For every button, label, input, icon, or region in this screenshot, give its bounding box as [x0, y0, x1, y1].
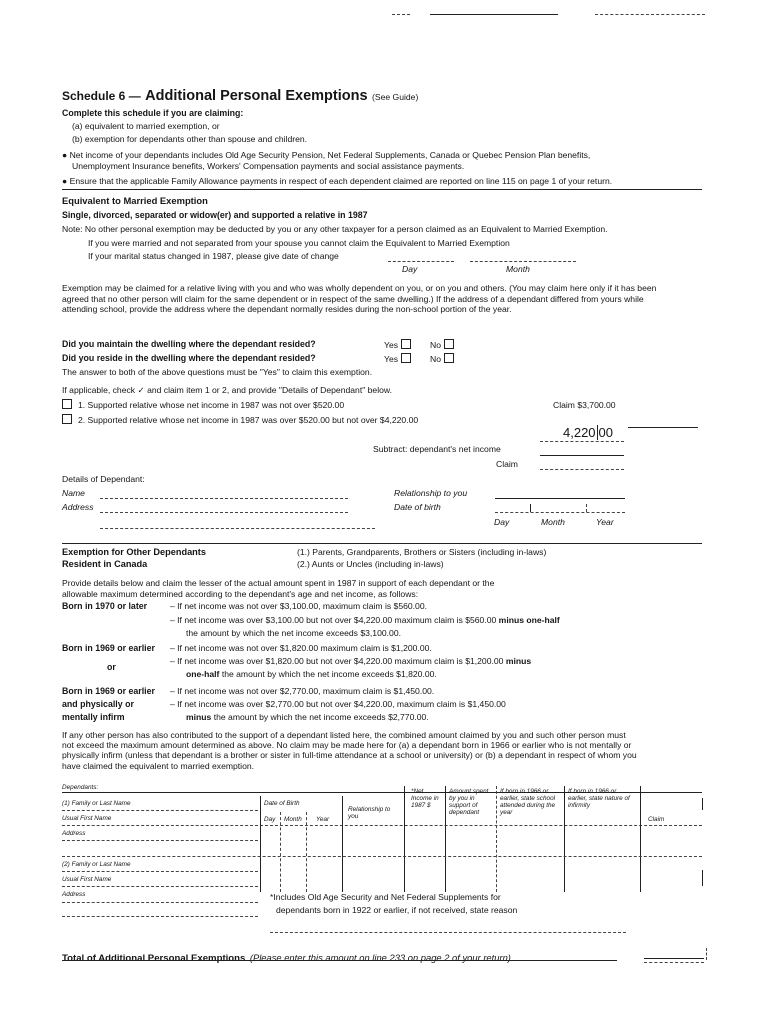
other-subheading: Resident in Canada	[62, 559, 148, 569]
rule1-b: – If net income was over $3,100.00 but not over $4,220.00 maximum claim is $560.00 minus one-half	[170, 615, 560, 625]
base-amount-cents: 00	[598, 425, 614, 440]
address-1-label: Address	[62, 830, 86, 837]
rule-text: If net income was not over $2,770.00, maximum claim is $1,450.00.	[177, 686, 435, 696]
rule3-a: – If net income was not over $2,770.00, maximum claim is $1,450.00.	[170, 686, 435, 696]
subtract-field[interactable]	[540, 455, 624, 456]
scan-mark	[430, 14, 558, 15]
divider	[62, 189, 702, 190]
total-line	[62, 948, 511, 966]
col-divider	[306, 812, 307, 892]
rule1-label: Born in 1970 or later	[62, 601, 148, 611]
col-divider	[496, 786, 497, 892]
claim-field[interactable]	[540, 469, 624, 470]
equivalent-explanation: Exemption may be claimed for a relative living with you and who was wholly dependent on you, or on you and others. (You may claim here only if it has been agreed that no other person will claim for the same dependent or in respect of the same dwelling.) If the address of a dependant differed from yours while attending school, provide the address where the dependant normally resides during the non-school portion of the year.	[62, 283, 657, 315]
col-divider	[280, 812, 281, 892]
address-1-field[interactable]	[62, 840, 258, 841]
col-divider	[702, 870, 703, 886]
dob-day: Day	[494, 517, 510, 527]
see-guide: (See Guide)	[371, 92, 419, 102]
scan-mark	[595, 14, 705, 15]
subtract-label: Subtract: dependant's net income	[373, 444, 501, 454]
bullet-text: Ensure that the applicable Family Allowance payments in respect of each dependent claimed are reported on line 115 on page 1 of your return.	[69, 176, 613, 186]
yes-label: Yes	[384, 354, 399, 364]
name-label: Name	[62, 488, 85, 498]
col-divider	[564, 786, 565, 892]
month-label: Month	[506, 264, 530, 274]
first-name-2-field[interactable]	[62, 886, 258, 887]
total-field-double	[644, 962, 704, 963]
bullet-family-allowance: ● Ensure that the applicable Family Allowance payments in respect of each dependent claimed are reported on line 115 on page 1 of your return.	[62, 176, 613, 186]
relationship-field[interactable]	[495, 498, 625, 499]
dob-month: Month	[541, 517, 565, 527]
rule3-label-3: mentally infirm	[62, 712, 125, 722]
rule2-b: – If net income was over $1,820.00 but not over $4,220.00 maximum claim is $1,200.00 minus	[170, 656, 532, 666]
intro-line-2: allowable maximum determined according to the dependant's age and net income, as follows:	[62, 589, 419, 599]
bullet-net-income: ● Net income of your dependants includes Old Age Security Pension, Net Federal Supplements, Canada or Quebec Pension Plan benefits,	[62, 150, 591, 160]
rule-bold: one-half	[186, 669, 220, 679]
address-2-field[interactable]	[62, 902, 258, 903]
base-amount	[563, 425, 613, 440]
intro-line-1: Provide details below and claim the lesser of the actual amount spent in 1987 in support of each dependant or the	[62, 578, 495, 588]
col-divider	[404, 786, 405, 892]
item1-checkbox[interactable]	[62, 399, 72, 409]
relationship-header: Relationship to you	[348, 806, 391, 820]
first-name-2-label: Usual First Name	[62, 876, 112, 883]
table-header-rule	[260, 825, 702, 826]
rule-bold: minus	[505, 656, 532, 666]
claim-a: (a) equivalent to married exemption, or	[72, 121, 220, 131]
rule-text: If net income was not over $3,100.00, maximum claim is $560.00.	[177, 601, 427, 611]
no-label: No	[430, 354, 441, 364]
right-edge-line	[628, 427, 698, 428]
day-label: Day	[402, 264, 418, 274]
address-field-2[interactable]	[100, 528, 375, 529]
claim-label: Claim	[496, 459, 518, 469]
question-reside: Did you reside in the dwelling where the dependant resided?	[62, 353, 316, 363]
yes-checkbox[interactable]	[401, 353, 411, 363]
col-divider	[260, 796, 261, 892]
schedule-header	[62, 87, 418, 105]
col-divider	[445, 786, 446, 892]
must-be-yes: The answer to both of the above questions must be "Yes" to claim this exemption.	[62, 367, 373, 377]
rule-bold: minus one-half	[498, 615, 560, 625]
family-name-2-field[interactable]	[62, 871, 258, 872]
q1-yes[interactable]	[384, 339, 411, 350]
item2-text: 2. Supported relative whose net income in 1987 was over $520.00 but not over $4,220.00	[78, 415, 419, 425]
rule-text: the amount by which the net income exceeds $1,820.00.	[221, 669, 437, 679]
bullet-text: Net income of your dependants includes Old Age Security Pension, Net Federal Supplements, Canada or Quebec Pension Plan benefits,	[69, 150, 591, 160]
family-name-1-label: (1) Family or Last Name	[62, 800, 131, 807]
dob-tick	[530, 504, 531, 512]
question-maintain: Did you maintain the dwelling where the dependant resided?	[62, 339, 316, 349]
rule3-b-cont	[186, 712, 429, 722]
if-applicable: If applicable, check ✓ and claim item 1 or 2, and provide "Details of Dependant" below.	[62, 385, 393, 395]
address-2-label: Address	[62, 891, 86, 898]
rule2-b-cont	[186, 669, 437, 679]
amount-spent-header: Amount spent by you in support of dependant	[449, 788, 489, 816]
family-name-1-field[interactable]	[62, 810, 258, 811]
rule-text: If net income was not over $1,820.00 maximum claim is $1,200.00.	[177, 643, 432, 653]
status-change: If your marital status changed in 1987, please give date of change	[88, 251, 339, 261]
yes-label: Yes	[384, 340, 399, 350]
category-1: (1.) Parents, Grandparents, Brothers or Sisters (including in-laws)	[297, 547, 547, 557]
relationship-label: Relationship to you	[394, 488, 468, 498]
rule1-a: – If net income was not over $3,100.00, maximum claim is $560.00.	[170, 601, 427, 611]
no-label: No	[430, 340, 441, 350]
dob-tick	[586, 504, 587, 512]
rule1-b-cont: the amount by which the net income exceeds $3,100.00.	[186, 628, 401, 638]
equivalent-heading: Equivalent to Married Exemption	[62, 195, 208, 206]
base-amount-dollars: 4,220	[563, 425, 596, 440]
divider	[62, 543, 702, 544]
item1-claim: Claim $3,700.00	[553, 400, 616, 410]
bullet-net-income-cont: Unemployment Insurance benefits, Workers' Compensation payments and social assistance payments.	[72, 161, 465, 171]
footnote-rule	[270, 932, 626, 933]
dob-day-header: Day	[264, 816, 276, 823]
col-divider	[342, 796, 343, 892]
first-name-1-label: Usual First Name	[62, 815, 112, 822]
address-field[interactable]	[100, 512, 348, 513]
q2-yes[interactable]	[384, 353, 411, 364]
dependants-label: Dependants:	[62, 784, 99, 791]
rule-text: If net income was over $2,770.00 but not over $4,220.00, maximum claim is $1,450.00	[177, 699, 506, 709]
yes-checkbox[interactable]	[401, 339, 411, 349]
infirmity-header: If born in 1966 or earlier, state nature of infirmity	[568, 788, 630, 809]
schedule-label: Schedule 6 —	[62, 89, 141, 103]
dob-month-header: Month	[284, 816, 302, 823]
equivalent-note: Note: No other personal exemption may be deducted by you or any other taxpayer for a person claimed as an Equivalent to Married Exemption.	[62, 224, 608, 234]
q1-no[interactable]	[430, 339, 454, 350]
details-heading: Details of Dependant:	[62, 474, 145, 484]
item2-checkbox[interactable]	[62, 414, 72, 424]
date-month-line[interactable]	[470, 261, 576, 262]
rule3-label: Born in 1969 or earlier	[62, 686, 155, 696]
no-checkbox[interactable]	[444, 353, 454, 363]
base-amount-line	[540, 441, 624, 442]
name-field[interactable]	[100, 498, 348, 499]
rule3-b: – If net income was over $2,770.00 but not over $4,220.00, maximum claim is $1,450.00	[170, 699, 506, 709]
rule2-a: – If net income was not over $1,820.00 maximum claim is $1,200.00.	[170, 643, 432, 653]
rule3-label-2: and physically or	[62, 699, 134, 709]
rule-text: the amount by which the net income exceeds $2,770.00.	[213, 712, 429, 722]
rule2-label: Born in 1969 or earlier	[62, 643, 155, 653]
no-checkbox[interactable]	[444, 339, 454, 349]
equivalent-subheading: Single, divorced, separated or widow(er) and supported a relative in 1987	[62, 210, 368, 220]
total-tick	[706, 948, 707, 960]
total-label: Total of Additional Personal Exemptions	[62, 953, 246, 964]
dob-header: Date of Birth	[264, 800, 300, 807]
rule2-or: or	[107, 662, 116, 672]
complete-heading: Complete this schedule if you are claiming:	[62, 108, 244, 118]
total-underline	[62, 960, 617, 961]
total-instruction: (Please enter this amount on line 233 on page 2 of your return)	[249, 952, 511, 963]
scan-mark	[392, 14, 410, 15]
dob-year-header: Year	[316, 816, 330, 823]
row-divider	[62, 856, 702, 857]
rule-text: If net income was over $1,820.00 but not over $4,220.00 maximum claim is $1,200.00	[177, 656, 504, 666]
net-income-header: *Net Income in 1987 $	[411, 788, 439, 809]
q2-no[interactable]	[430, 353, 454, 364]
dob-year: Year	[596, 517, 614, 527]
item1-text: 1. Supported relative whose net income in 1987 was not over $520.00	[78, 400, 345, 410]
page-title: Additional Personal Exemptions	[145, 88, 368, 104]
footnote-2: dependants born in 1922 or earlier, if not received, state reason	[276, 905, 518, 915]
address-label: Address	[62, 502, 94, 512]
claim-b: (b) exemption for dependants other than spouse and children.	[72, 134, 308, 144]
address-2-field-2[interactable]	[62, 916, 258, 917]
family-name-2-label: (2) Family or Last Name	[62, 861, 131, 868]
col-divider	[702, 798, 703, 810]
footnote-1: *Includes Old Age Security and Net Federal Supplements for	[270, 892, 501, 902]
rule-text: If net income was over $3,100.00 but not over $4,220.00 maximum claim is $560.00	[177, 615, 497, 625]
date-day-line[interactable]	[388, 261, 454, 262]
contribution-paragraph: If any other person has also contributed to the support of a dependant listed here, the combined amount claimed by you and such other person must not exceed the maximum amount determined as above. No claim may be made here for (a) a dependant born in 1966 or earlier who is not mentally or physically infirm (unless that dependant is a brother or sister in full-time attendance at a school or university) or (b) a dependant in respect of whom you have claimed the equivalent to married exemption.	[62, 730, 637, 771]
col-divider	[640, 786, 641, 892]
first-name-1-field[interactable]	[62, 825, 258, 826]
total-field[interactable]	[644, 958, 704, 959]
category-2: (2.) Aunts or Uncles (including in-laws)	[297, 559, 444, 569]
rule-bold: minus	[186, 712, 212, 722]
claim-header: Claim	[648, 816, 665, 823]
school-header: If born in 1966 or earlier, state school attended during the year	[500, 788, 556, 816]
dob-label: Date of birth	[394, 502, 441, 512]
dob-field[interactable]	[495, 512, 625, 513]
married-note: If you were married and not separated from your spouse you cannot claim the Equivalent to Married Exemption	[88, 238, 510, 248]
other-heading: Exemption for Other Dependants	[62, 547, 206, 557]
